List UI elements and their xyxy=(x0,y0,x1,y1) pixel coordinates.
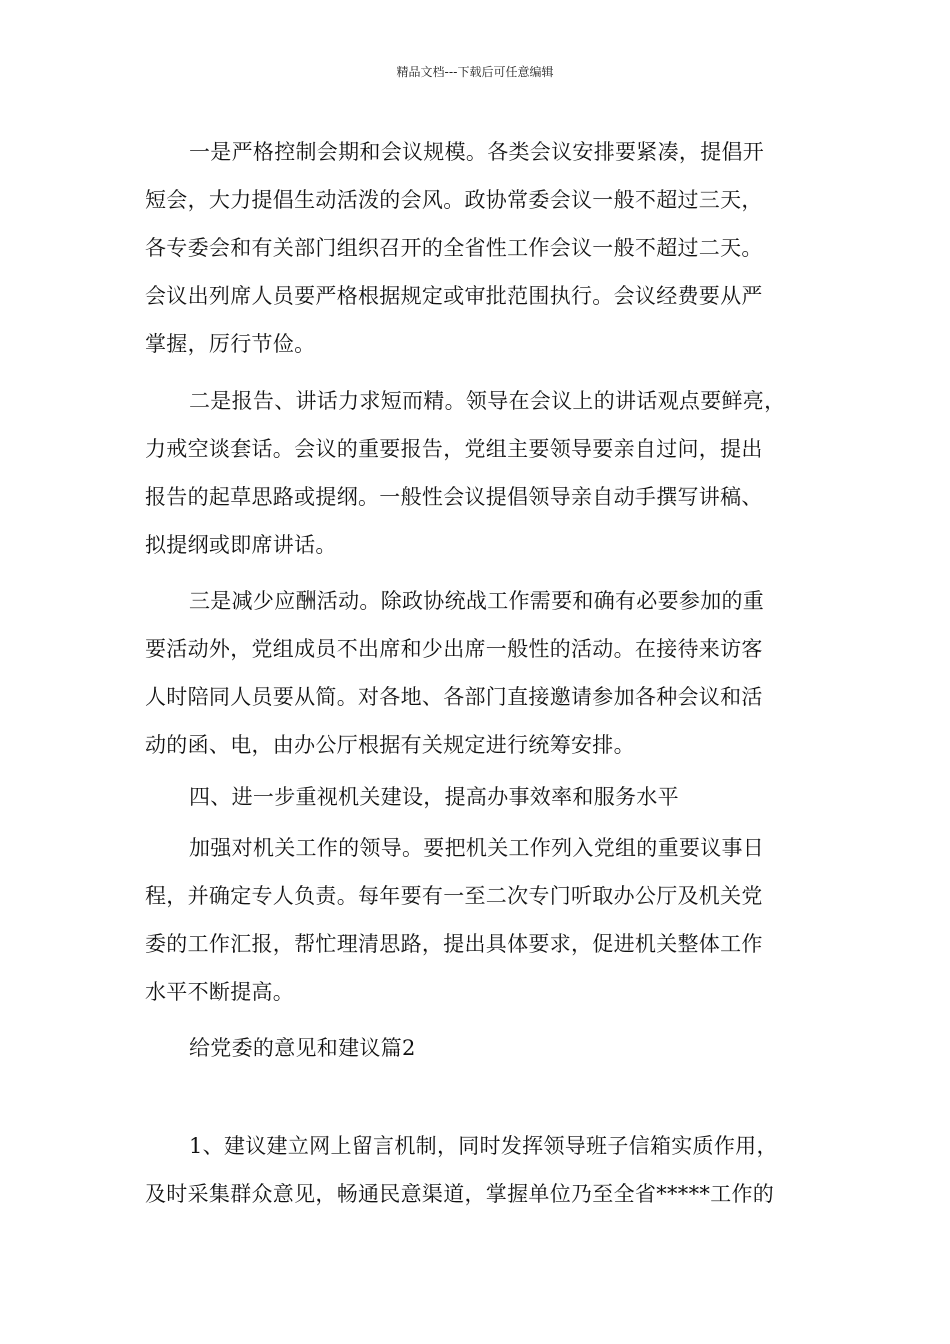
paragraph-line: 动的函、电，由办公厅根据有关规定进行统筹安排。 xyxy=(145,733,635,757)
paragraph-line: 报告的起草思路或提纲。一般性会议提倡领导亲自动手撰写讲稿、 xyxy=(145,485,763,509)
paragraph-3 xyxy=(145,577,810,769)
paragraph-line: 会议出列席人员要严格根据规定或审批范围执行。会议经费要从严 xyxy=(145,284,763,308)
paragraph-line: 人时陪同人员要从简。对各地、各部门直接邀请参加各种会议和活 xyxy=(145,685,763,709)
paragraph-line: 程，并确定专人负责。每年要有一至二次专门听取办公厅及机关党 xyxy=(145,884,763,908)
paragraph-2 xyxy=(145,377,810,569)
section-heading xyxy=(145,773,810,821)
paragraph-line: 短会，大力提倡生动活泼的会风。政协常委会议一般不超过三天， xyxy=(145,188,763,212)
section-heading-text: 四、进一步重视机关建设，提高办事效率和服务水平 xyxy=(189,785,679,809)
page-header: 精品文档---下载后可任意编辑 xyxy=(396,65,554,79)
paragraph-line: 拟提纲或即席讲话。 xyxy=(145,533,337,557)
paragraph-line: 加强对机关工作的领导。要把机关工作列入党组的重要议事日 xyxy=(189,836,765,860)
paragraph-line: 委的工作汇报，帮忙理清思路，提出具体要求，促进机关整体工作 xyxy=(145,932,763,956)
paragraph-line: 三是减少应酬活动。除政协统战工作需要和确有必要参加的重 xyxy=(189,589,765,613)
paragraph-line: 力戒空谈套话。会议的重要报告，党组主要领导要亲自过问，提出 xyxy=(145,437,763,461)
paragraph-line: 掌握，厉行节俭。 xyxy=(145,332,316,356)
paragraph-5 xyxy=(145,824,810,1016)
paragraph-line: 要活动外，党组成员不出席和少出席一般性的活动。在接待来访客 xyxy=(145,637,763,661)
paragraph-7 xyxy=(145,1122,810,1218)
paragraph-line: 一是严格控制会期和会议规模。各类会议安排要紧凑，提倡开 xyxy=(189,140,765,164)
paragraph-line: 各专委会和有关部门组织召开的全省性工作会议一般不超过二天。 xyxy=(145,236,763,260)
paragraph-line: 1、建议建立网上留言机制，同时发挥领导班子信箱实质作用， xyxy=(189,1134,778,1158)
article-title-text: 给党委的意见和建议篇2 xyxy=(189,1036,416,1060)
paragraph-line: 二是报告、讲话力求短而精。领导在会议上的讲话观点要鲜亮， xyxy=(189,389,786,413)
article-title xyxy=(145,1024,810,1072)
paragraph-line: 水平不断提高。 xyxy=(145,980,295,1004)
paragraph-1 xyxy=(145,128,810,368)
paragraph-line: 及时采集群众意见，畅通民意渠道，掌握单位乃至全省*****工作的 xyxy=(145,1182,775,1206)
